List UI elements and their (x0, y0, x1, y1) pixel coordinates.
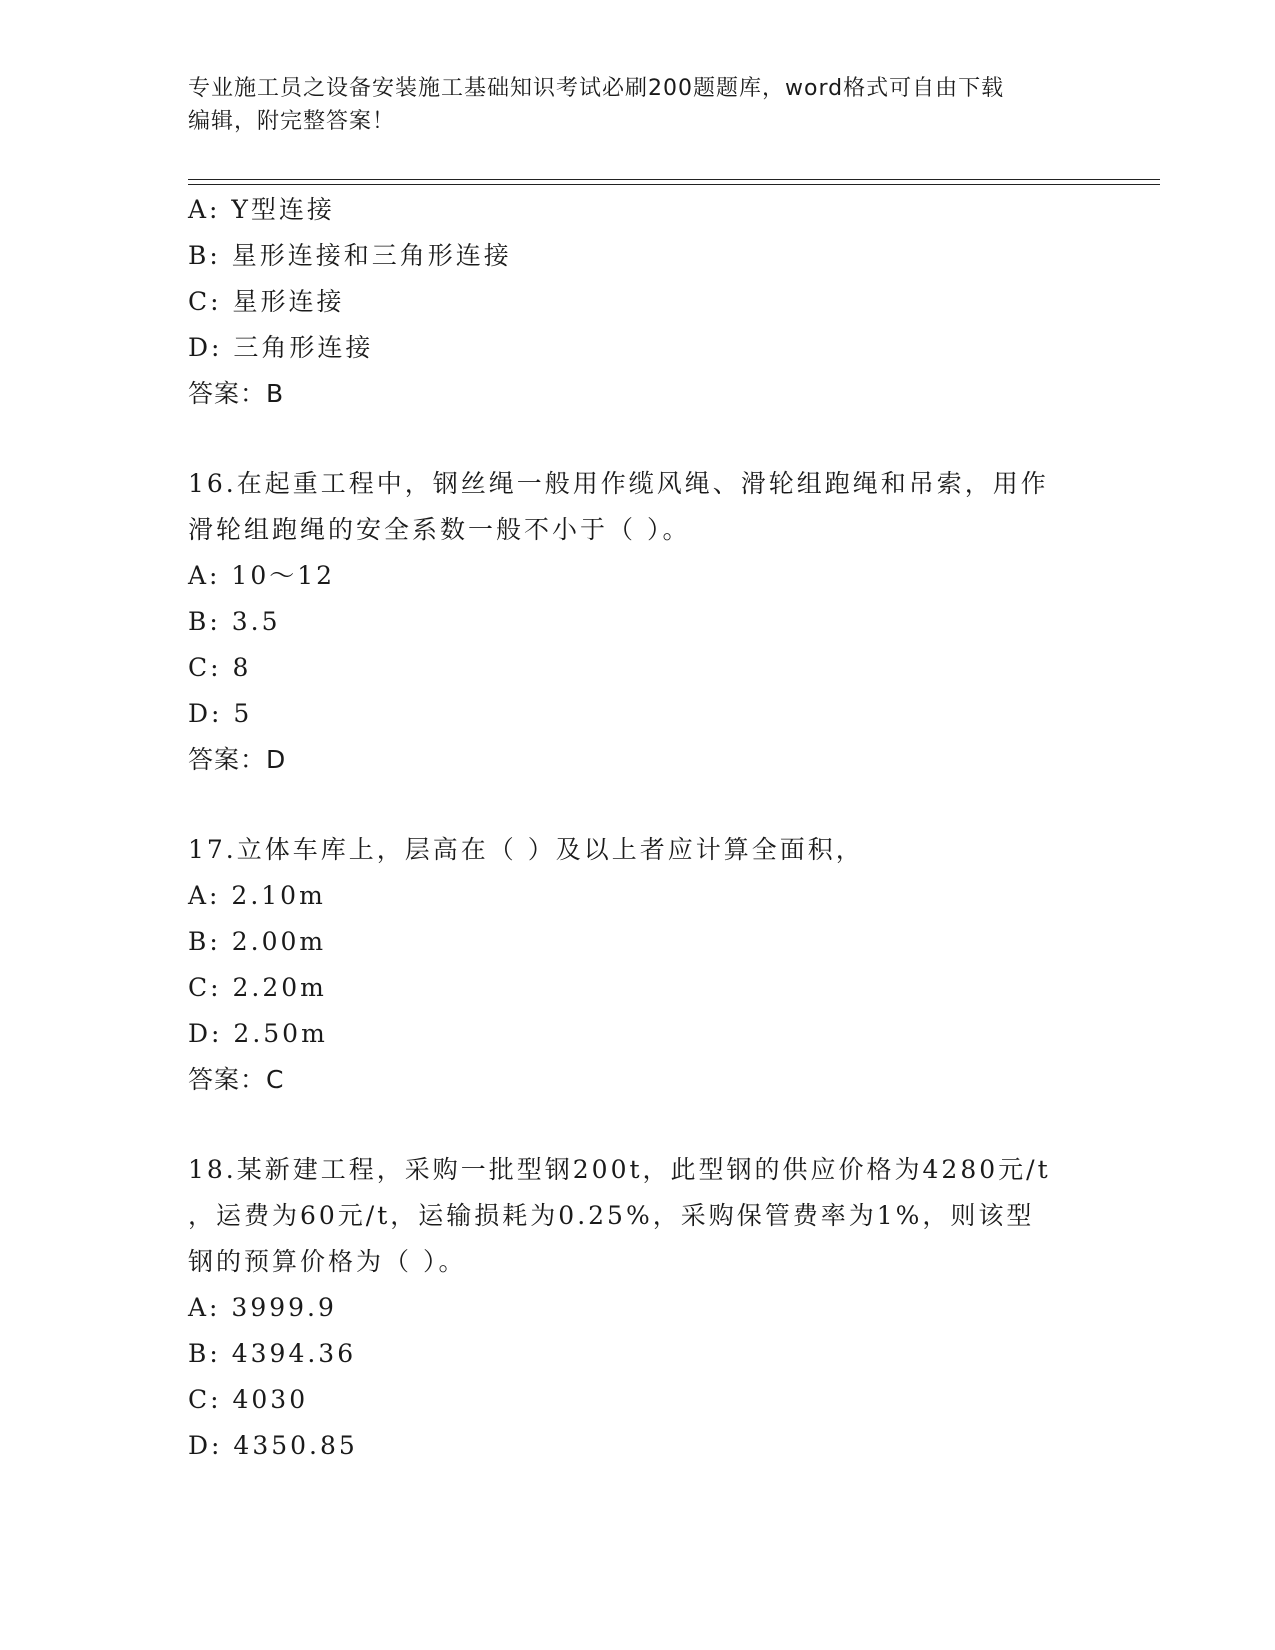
question-stem-line: ，运费为60元/t，运输损耗为0.25%，采购保管费率为1%，则该型 (188, 1201, 1035, 1230)
question-15-continued (188, 187, 1088, 417)
header-divider-top (188, 179, 1160, 180)
question-stem-line: 18.某新建工程，采购一批型钢200t，此型钢的供应价格为4280元/t (188, 1155, 1051, 1184)
header-divider-bottom (188, 184, 1160, 185)
option-a: A: Y型连接 (188, 195, 335, 224)
question-18 (188, 1147, 1088, 1469)
question-stem-line: 16.在起重工程中，钢丝绳一般用作缆风绳、滑轮组跑绳和吊索，用作 (188, 469, 1049, 498)
option-c: C: 2.20m (188, 973, 327, 1002)
question-stem-line: 17.立体车库上，层高在（ ）及以上者应计算全面积， (188, 835, 864, 864)
option-b: B: 星形连接和三角形连接 (188, 241, 512, 270)
answer-line: 答案：D (188, 745, 287, 774)
option-d: D: 三角形连接 (188, 333, 374, 362)
question-stem-line: 滑轮组跑绳的安全系数一般不小于（ ）。 (188, 515, 691, 544)
option-d: D: 2.50m (188, 1019, 328, 1048)
answer-line: 答案：B (188, 379, 285, 408)
question-17 (188, 827, 1088, 1103)
option-d: D: 5 (188, 699, 253, 728)
option-c: C: 4030 (188, 1385, 309, 1414)
option-d: D: 4350.85 (188, 1431, 358, 1460)
option-a: A: 10～12 (188, 561, 336, 590)
option-b: B: 4394.36 (188, 1339, 357, 1368)
question-content (188, 187, 1088, 1469)
option-c: C: 星形连接 (188, 287, 345, 316)
question-stem-line: 钢的预算价格为（ ）。 (188, 1247, 467, 1276)
header-line-1: 专业施工员之设备安装施工基础知识考试必刷200题题库，word格式可自由下载 (188, 76, 1005, 101)
option-a: A: 3999.9 (188, 1293, 337, 1322)
document-header (188, 72, 1078, 138)
option-c: C: 8 (188, 653, 252, 682)
question-16 (188, 461, 1088, 783)
answer-line: 答案：C (188, 1065, 285, 1094)
option-b: B: 2.00m (188, 927, 327, 956)
option-a: A: 2.10m (188, 881, 326, 910)
option-b: B: 3.5 (188, 607, 281, 636)
header-line-2: 编辑，附完整答案！ (188, 109, 396, 134)
